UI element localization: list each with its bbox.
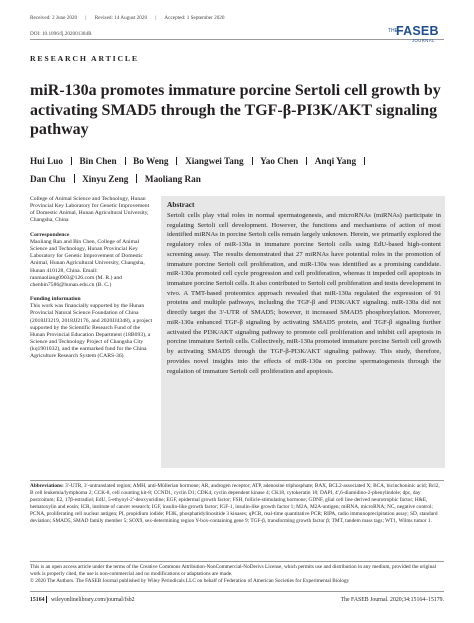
author-name[interactable]: Bin Chen bbox=[79, 156, 117, 166]
revised-date: Revised: 14 August 2020 bbox=[94, 15, 148, 21]
abstract-text: Sertoli cells play vital roles in normal spermatogenesis, and microRNAs (miRNAs) participate in regulating Sertoli cell development. However, the functions and mechanisms of action of most identified miRNAs in porcine Sertoli cells remain largely unknown. Herein, we primarily explored the regulatory roles of miR-130a in immature porcine Sertoli cells using EdU-based high-content screening assay. The results demonstrated that 27 miRNAs have potential roles in the promotion of immature porcine Sertoli cell proliferation, and miR-130a was identified as a promising candidate. miR-130a promoted cell cycle progression and cell proliferation, whereas it impeded cell apoptosis in immature porcine Sertoli cells. It also contributed to Sertoli cell proliferation and testis development in vivo. A TMT-based proteomics approach revealed that miR-130a regulated the expression of 91 proteins and multiple pathways, including the TGF-β and PI3K/AKT signaling. miR-130a did not directly target the 3′-UTR of SMAD5; however, it increased SMAD5 phosphorylation. Moreover, miR-130a enhanced TGF-β signaling by activating SMAD5 protein, and TGF-β signaling further activated the PI3K/AKT signaling pathway to promote cell proliferation and inhibit cell apoptosis in porcine immature Sertoli cells. Collectively, miR-130a promoted immature porcine Sertoli cell growth by activating SMAD5 through the TGF-β-PI3K/AKT signaling pathway. This study, therefore, provides novel insights into the effects of miR-130a on porcine spermatogenesis through the regulation of immature Sertoli cell proliferation and apoptosis. bbox=[167, 212, 441, 375]
author-name[interactable]: Anqi Yang bbox=[314, 156, 357, 166]
abbreviations-divider bbox=[30, 480, 444, 481]
author-name[interactable]: Hui Luo bbox=[30, 156, 63, 166]
correspondence-heading: Correspondence bbox=[30, 231, 70, 238]
license-text: This is an open access article under the terms of the Creative Commons Attribution-NonCommercial-NoDerivs License, which permits use and distribution in any medium, provided the original work is properly cited, the use is non-commercial and no modifications or adaptations are made. bbox=[30, 564, 437, 578]
accepted-date: Accepted: 1 September 2020 bbox=[164, 15, 225, 21]
author-name[interactable]: Bo Weng bbox=[133, 156, 169, 166]
author-name[interactable]: Yao Chen bbox=[260, 156, 299, 166]
author-separator bbox=[176, 157, 177, 166]
affiliation: College of Animal Science and Technology, Hunan Provincial Key Laboratory for Genetic Improvement of Domestic Animal, Hunan Agricultural University, Changsha, China bbox=[30, 196, 150, 224]
logo-journal-text: JOURNAL bbox=[412, 38, 435, 43]
license-divider bbox=[30, 561, 444, 562]
author-separator bbox=[71, 157, 72, 166]
funding-text: This work was financially supported by the Hunan Provincial Natural Science Foundation of China (2018JJ3219, 2018JJ2176, and 2020JJ4348), a project supported by the Scientific Research Fund of the Hunan Provincial Education Department (18B093), a Science and Technology Project of Changsha City (kq1901032), and the earmarked fund for the China Agriculture Research System (CARS-36) bbox=[30, 303, 153, 360]
abbreviations bbox=[30, 483, 444, 525]
author-name[interactable]: Xinyu Zeng bbox=[82, 173, 129, 184]
abbreviations-label: Abbreviations: bbox=[30, 483, 64, 489]
funding-heading: Funding information bbox=[30, 296, 81, 303]
footer-divider bbox=[30, 591, 444, 592]
section-label: RESEARCH ARTICLE bbox=[30, 54, 139, 63]
article-title: miR-130a promotes immature porcine Sertoli cell growth by activating SMAD5 through the TGF-β-PI3K/AKT signaling pathway bbox=[30, 82, 441, 138]
author-list bbox=[30, 153, 450, 188]
footer-separator bbox=[46, 596, 47, 603]
author-separator bbox=[136, 174, 137, 183]
author-separator bbox=[74, 174, 75, 183]
logo-faseb-text: FASEB bbox=[396, 24, 439, 38]
author-separator bbox=[364, 157, 365, 166]
article-dates bbox=[30, 15, 232, 21]
date-separator: | bbox=[155, 15, 157, 21]
author-name[interactable]: Maoliang Ran bbox=[144, 173, 201, 184]
page-number: 15164 bbox=[30, 597, 45, 603]
abbreviations-text: 3′-UTR, 3′-untranslated region; AMH, anti-Müllerian hormone; AR, androgen receptor; ATP, adenosine triphosphate; BAX, BCL2-associated X; BCA, bicinchoninic acid; Bcl2, B cell leukemia/lymphoma 2; CCK-8, cell counting kit-8; CCND1, cyclin D1; CDK4, cyclin dependent kinase 4; CK18, cytokeratin 18; DAPI, 4′,6-diamidino-2-phenylindole; dpc, day postcoitum; E2, 17β-estradiol; EdU, 5-ethynyl-2′-deoxyuridine; EGF, epidermal growth factor; FSH, follicle-stimulating hormone; GDNF, glial cell line derived neurotrophic factor; H&E, hematoxylin and eosin; ICR, institute of cancer research; IGF, insulin-like growth factor; IGF-1, insulin-like growth factor 1; M2A, M2A-antigen; miRNA, microRNA; NC, negative control; PCNA, proliferating cell nuclear antigen; PI, propidium iodide; PI3K, phosphatidylinositide 3 kinases; qPCR, real-time quantitative PCR; RIPA, radio immunoprecipitation assay; SD, standard deviation; SMAD5, SMAD family member 5; SOX9, sex-determining region Y-box-containing gene 9; TGF-β, transforming growth factor β; TMT, tandem mass tags; WT1, Wilms tumor 1. bbox=[30, 483, 440, 524]
faseb-journal-logo bbox=[388, 24, 444, 47]
abstract-heading: Abstract bbox=[167, 200, 195, 209]
front-matter-sidebar bbox=[30, 196, 155, 368]
date-separator: | bbox=[85, 15, 87, 21]
author-separator bbox=[125, 157, 126, 166]
license-notice bbox=[30, 564, 444, 585]
journal-citation: The FASEB Journal. 2020;34:15164–15179. bbox=[340, 597, 444, 603]
correspondence-text: Maoliang Ran and Bin Chen, College of Animal Science and Technology, Hunan Provincial Key Laboratory for Genetic Improvement of Domestic Animal, Hunan Agricultural University, Changsha, Hunan 410128, China. Email: ranmaoliang0903@126.com (M. R.) and chenbin7586@hunan.edu.cn (B. C.) bbox=[30, 238, 145, 288]
author-separator bbox=[252, 157, 253, 166]
logo-the-text: THE bbox=[388, 28, 398, 34]
header-divider bbox=[30, 39, 444, 40]
copyright-text: © 2020 The Authors. The FASEB Journal published by Wiley Periodicals LLC on behalf of Federation of American Societies for Experimental Biology bbox=[30, 578, 350, 585]
received-date: Received: 2 June 2020 bbox=[30, 15, 78, 21]
journal-website-link[interactable]: wileyonlinelibrary.com/journal/fsb2 bbox=[51, 597, 135, 603]
doi[interactable]: DOI: 10.1096/fj.202001384R bbox=[30, 31, 92, 37]
author-name[interactable]: Xiangwei Tang bbox=[185, 156, 244, 166]
author-separator bbox=[306, 157, 307, 166]
author-name[interactable]: Dan Chu bbox=[30, 173, 66, 184]
